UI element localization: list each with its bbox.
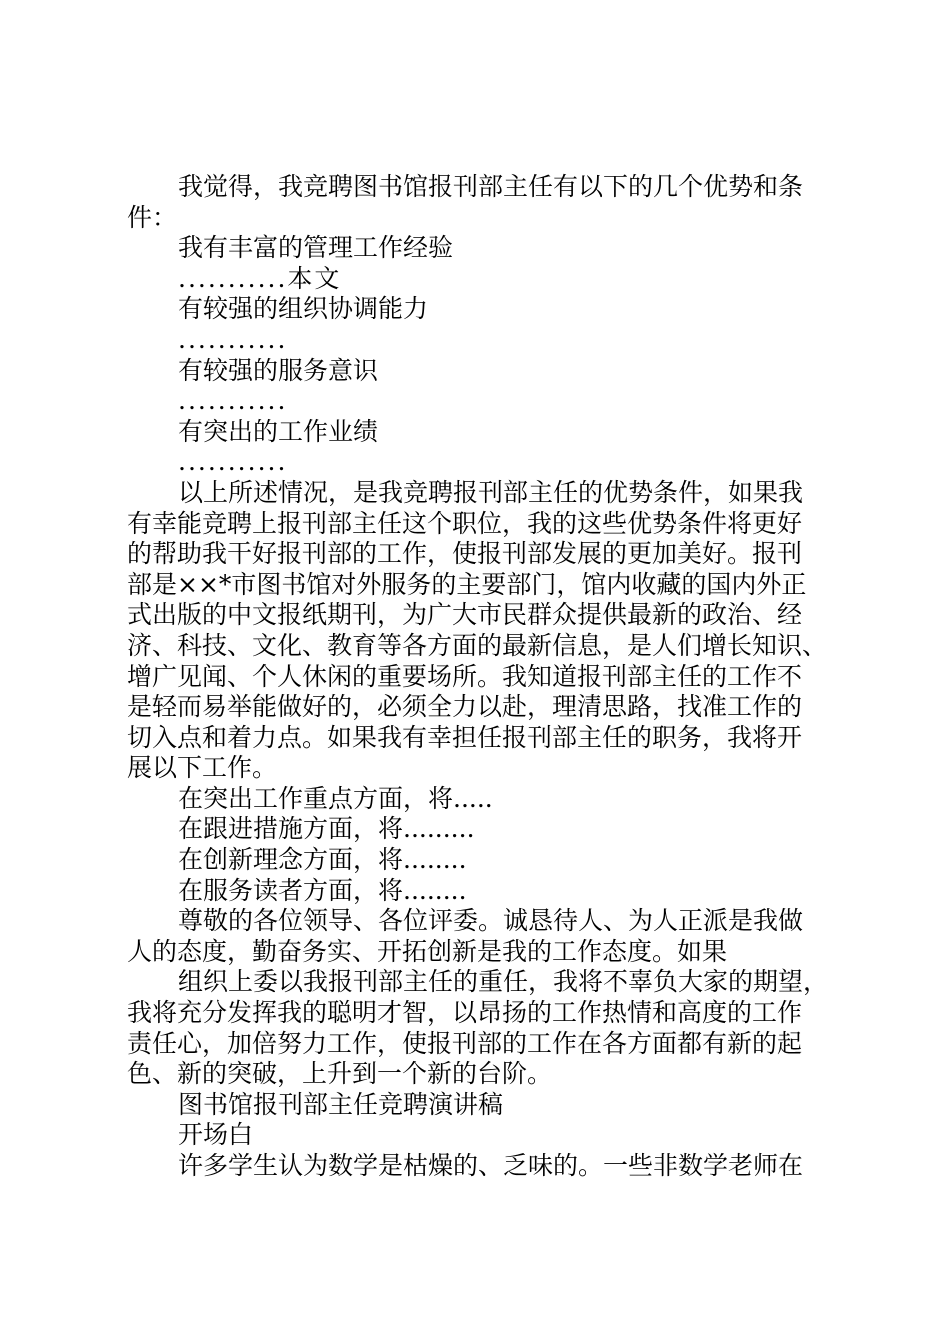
text-line: 式出版的中文报纸期刊，为广大市民群众提供最新的政治、经 (127, 600, 803, 630)
text-line: 有较强的组织协调能力 (178, 294, 429, 324)
text-line: 有突出的工作业绩 (178, 416, 379, 446)
text-line: 展以下工作。 (127, 753, 278, 783)
text-line: 许多学生认为数学是枯燥的、乏味的。一些非数学老师在 (178, 1151, 804, 1180)
text-line: 在突出工作重点方面，将..... (178, 783, 493, 813)
text-line: 开场白 (178, 1120, 254, 1150)
text-line: 济、科技、文化、教育等各方面的最新信息，是人们增长知识、 (127, 630, 828, 660)
text-line: 在创新理念方面，将........ (178, 845, 467, 875)
text-line: 我觉得，我竞聘图书馆报刊部主任有以下的几个优势和条 (178, 172, 804, 201)
text-line: 有幸能竞聘上报刊部主任这个职位，我的这些优势条件将更好 (127, 508, 803, 538)
text-line: 有较强的服务意识 (178, 355, 379, 385)
text-line: ........... (178, 447, 288, 477)
text-line: ...........本文 (178, 263, 342, 293)
text-line: 组织上委以我报刊部主任的重任，我将不辜负大家的期望， (178, 967, 829, 997)
text-line: 以上所述情况，是我竞聘报刊部主任的优势条件，如果我 (178, 477, 804, 507)
text-line: 我有丰富的管理工作经验 (178, 233, 454, 263)
text-line: 的帮助我干好报刊部的工作，使报刊部发展的更加美好。报刊 (127, 539, 803, 569)
text-line: 增广见闻、个人休闲的重要场所。我知道报刊部主任的工作不 (127, 661, 803, 691)
text-line: 我将充分发挥我的聪明才智，以昂扬的工作热情和高度的工作 (127, 998, 803, 1028)
text-line: 责任心，加倍努力工作，使报刊部的工作在各方面都有新的起 (127, 1028, 803, 1058)
text-line: ........... (178, 386, 288, 416)
text-line: 在服务读者方面，将........ (178, 875, 467, 905)
text-line: 图书馆报刊部主任竞聘演讲稿 (178, 1089, 504, 1119)
text-line: 是轻而易举能做好的，必须全力以赴，理清思路，找准工作的 (127, 692, 803, 722)
text-line: 切入点和着力点。如果我有幸担任报刊部主任的职务，我将开 (127, 722, 803, 752)
text-line: ........... (178, 324, 288, 354)
text-line: 在跟进措施方面，将......... (178, 814, 475, 844)
text-line: 尊敬的各位领导、各位评委。诚恳待人、为人正派是我做 (178, 906, 804, 936)
text-line: 色、新的突破，上升到一个新的台阶。 (127, 1059, 553, 1089)
document-page (127, 172, 837, 1182)
text-line: 件： (127, 202, 178, 232)
text-line: 人的态度，勤奋务实、开拓创新是我的工作态度。如果 (127, 936, 728, 966)
text-line: 部是××*市图书馆对外服务的主要部门，馆内收藏的国内外正 (127, 569, 807, 599)
